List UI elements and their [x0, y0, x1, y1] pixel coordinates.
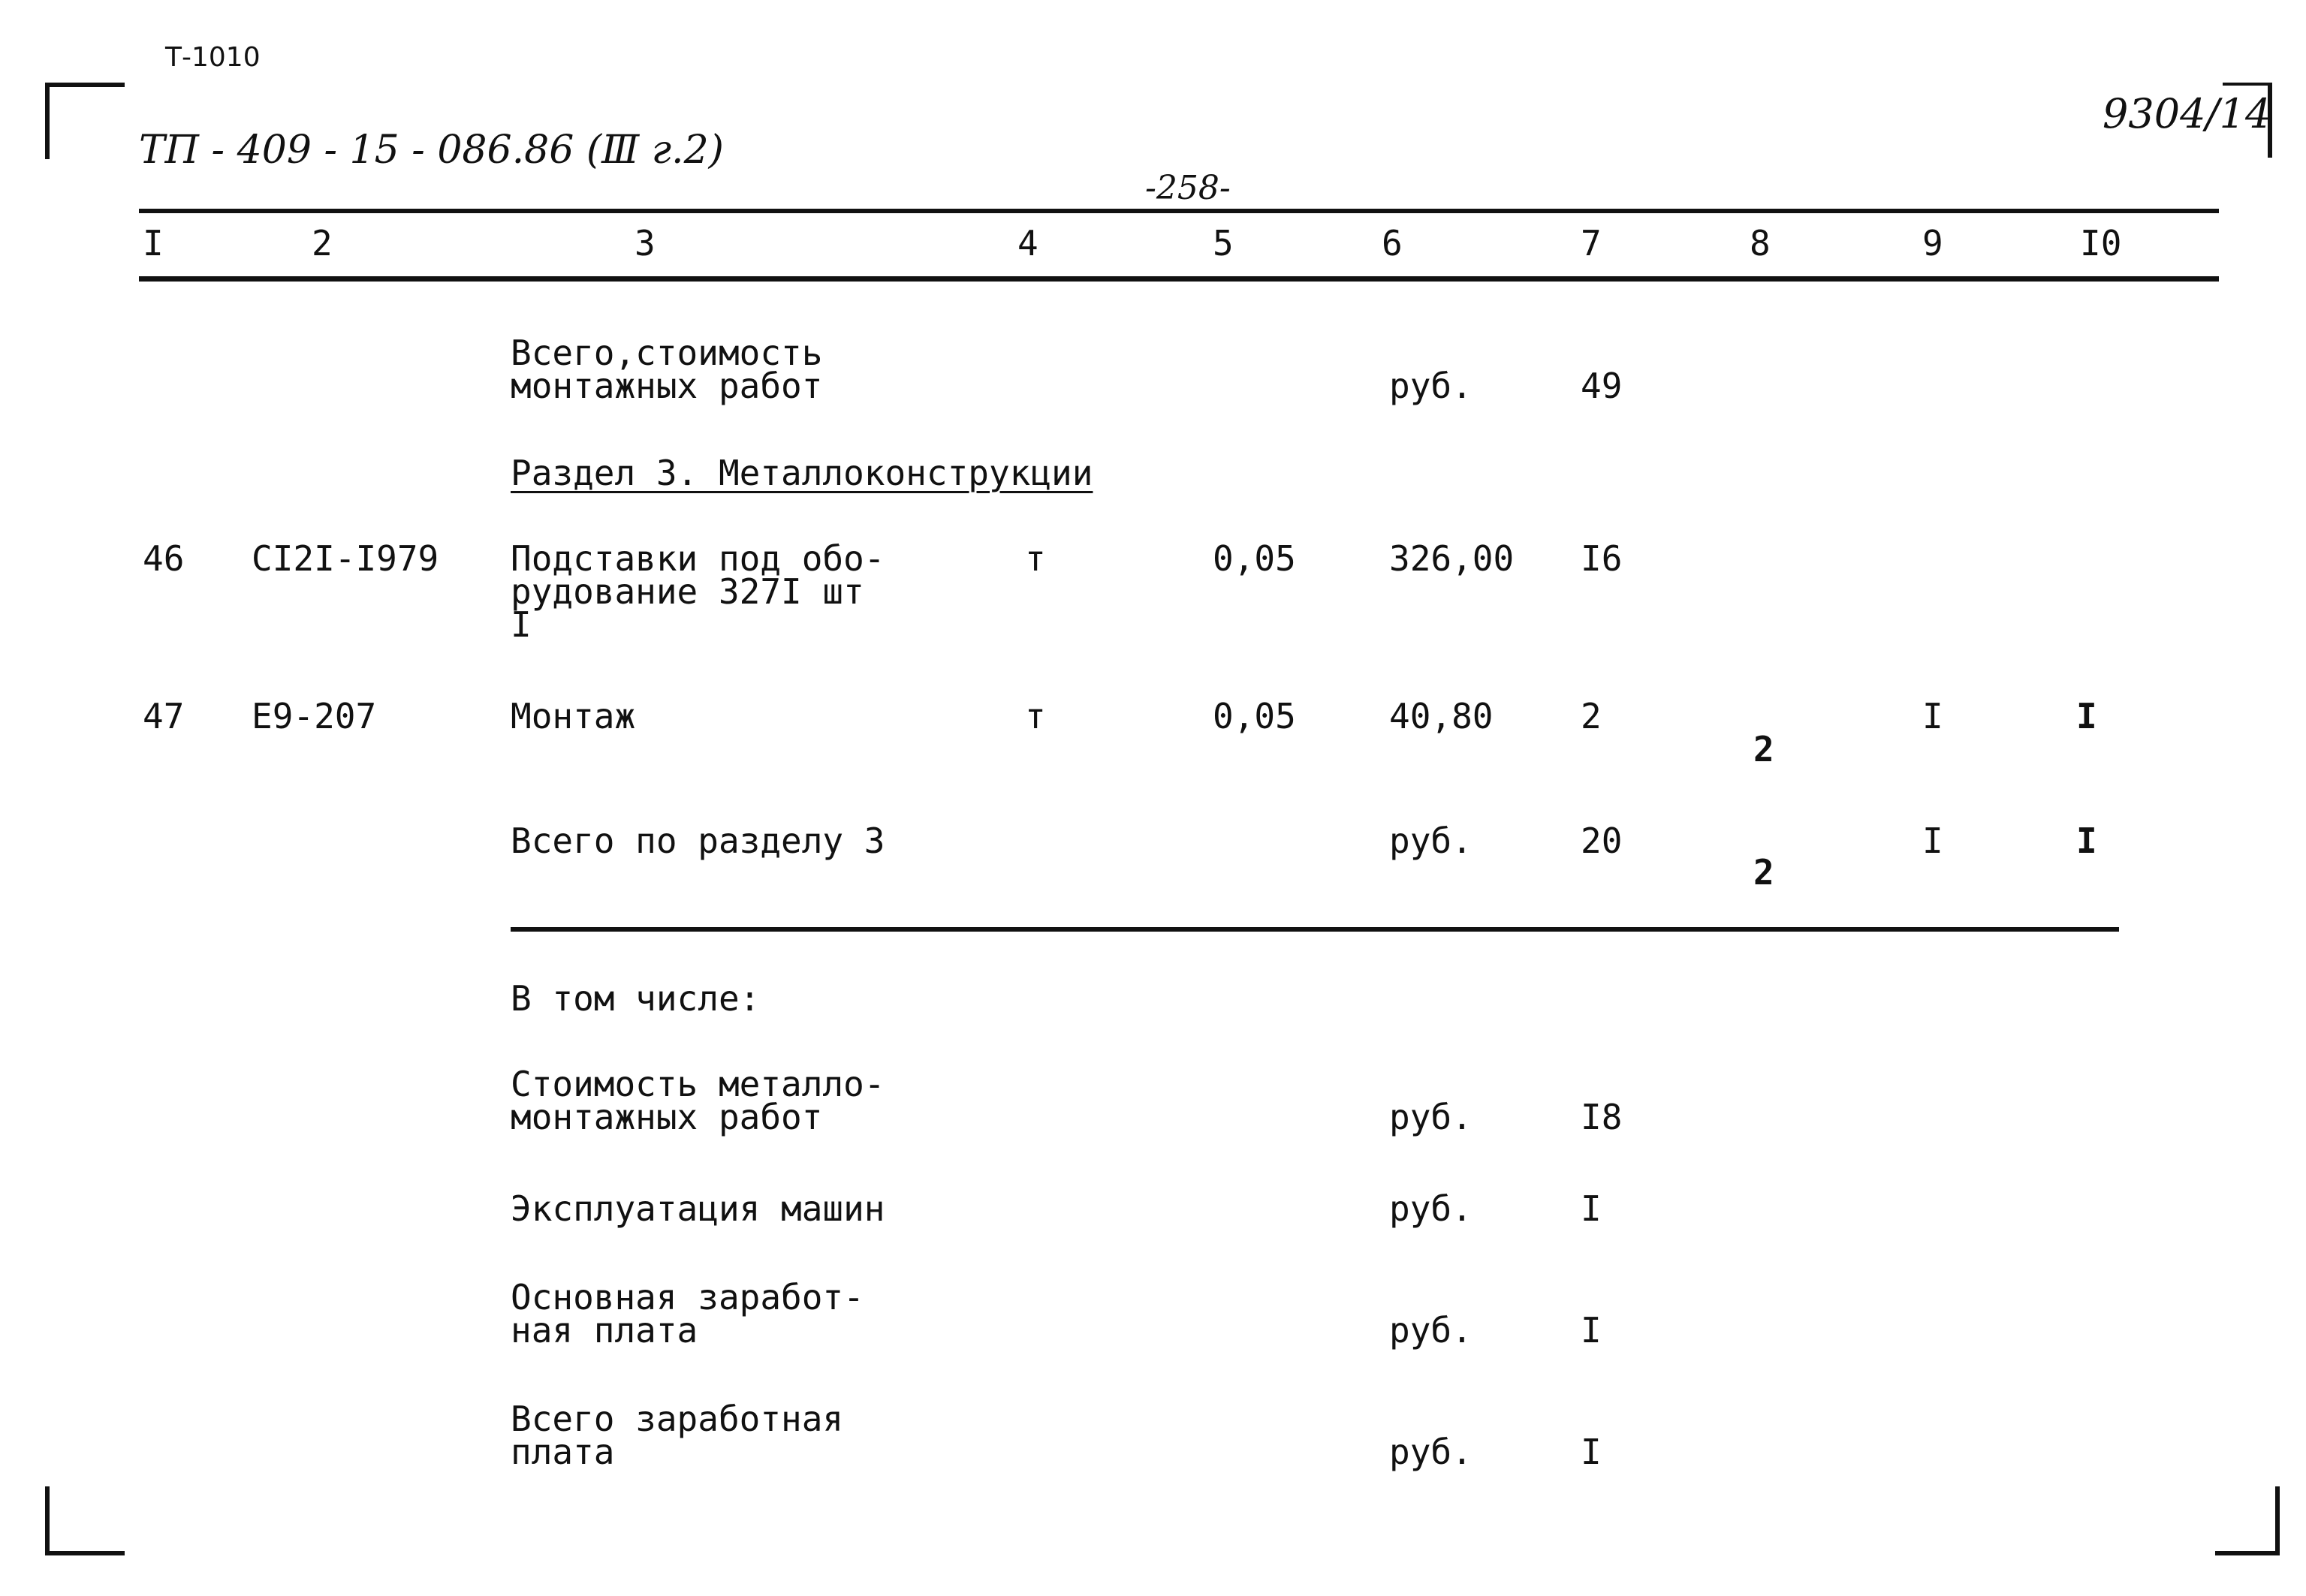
row-47-c9: I	[1922, 696, 1943, 736]
col-header-8: 8	[1750, 223, 1771, 263]
row-47-c8: 2	[1753, 729, 1774, 769]
row-46-c7: I6	[1581, 538, 1623, 579]
base-salary-unit: руб.	[1389, 1310, 1473, 1351]
col-header-4: 4	[1017, 223, 1038, 263]
metal-cost-desc: Стоимость металло- монтажных работ	[511, 1064, 885, 1137]
row-47-c5: 0,05	[1213, 696, 1296, 736]
col-header-2: 2	[312, 223, 333, 263]
row-46-c4: т	[1025, 538, 1046, 579]
machines-unit: руб.	[1389, 1188, 1473, 1229]
row-46-c5: 0,05	[1213, 538, 1296, 579]
machines-desc: Эксплуатация машин	[511, 1188, 885, 1229]
sheet-code: 9304/14	[2103, 90, 2271, 137]
header-rule-top	[139, 209, 2219, 213]
section-total-c7: 20	[1581, 821, 1623, 861]
metal-cost-unit: руб.	[1389, 1097, 1473, 1137]
col-header-5: 5	[1213, 223, 1234, 263]
row-47-num: 47	[143, 696, 185, 736]
metal-cost-c7: I8	[1581, 1097, 1623, 1137]
col-header-1: I	[143, 223, 164, 263]
section-title: Раздел 3. Металлоконструкции	[511, 453, 1093, 493]
row-46-c6: 326,00	[1389, 538, 1515, 579]
project-code: ТП - 409 - 15 - 086.86 (Ⅲ г.2)	[139, 128, 724, 173]
row-47-c7: 2	[1581, 696, 1602, 736]
header-rule-bottom	[139, 276, 2219, 282]
total-salary-unit: руб.	[1389, 1432, 1473, 1472]
doc-code: Т-1010	[165, 42, 261, 73]
row-46-code: CI2I-I979	[252, 538, 439, 579]
row-47-c10: I	[2076, 696, 2097, 736]
including-label: В том числе:	[511, 978, 761, 1019]
col-header-3: 3	[635, 223, 656, 263]
section-total-c9: I	[1922, 821, 1943, 861]
col-header-10: I0	[2080, 223, 2122, 263]
section-total-c10: I	[2076, 821, 2097, 861]
page-number: -258-	[1145, 169, 1231, 207]
corner-mark-top-left	[45, 83, 125, 159]
section-total-desc: Всего по разделу 3	[511, 821, 885, 861]
section-total-unit: руб.	[1389, 821, 1473, 861]
row-47-code: E9-207	[252, 696, 377, 736]
row-46-num: 46	[143, 538, 185, 579]
total-mount-unit: руб.	[1389, 366, 1473, 406]
total-salary-desc: Всего заработная плата	[511, 1399, 844, 1472]
row-47-desc: Монтаж	[511, 696, 636, 736]
row-47-c6: 40,80	[1389, 696, 1494, 736]
corner-mark-bottom-left	[45, 1486, 125, 1555]
section-total-c8: 2	[1753, 852, 1774, 893]
machines-c7: I	[1581, 1188, 1602, 1229]
section-divider	[511, 927, 2119, 932]
base-salary-desc: Основная заработ- ная плата	[511, 1277, 864, 1351]
total-salary-c7: I	[1581, 1432, 1602, 1472]
row-47-c4: т	[1025, 696, 1046, 736]
row-46-desc: Подставки под обо- рудование 327I шт I	[511, 538, 885, 645]
total-mount-c7: 49	[1581, 366, 1623, 406]
total-mount-desc: Всего,стоимость монтажных работ	[511, 333, 823, 406]
col-header-7: 7	[1581, 223, 1602, 263]
corner-mark-bottom-right	[2215, 1486, 2280, 1555]
col-header-6: 6	[1382, 223, 1403, 263]
col-header-9: 9	[1922, 223, 1943, 263]
base-salary-c7: I	[1581, 1310, 1602, 1351]
